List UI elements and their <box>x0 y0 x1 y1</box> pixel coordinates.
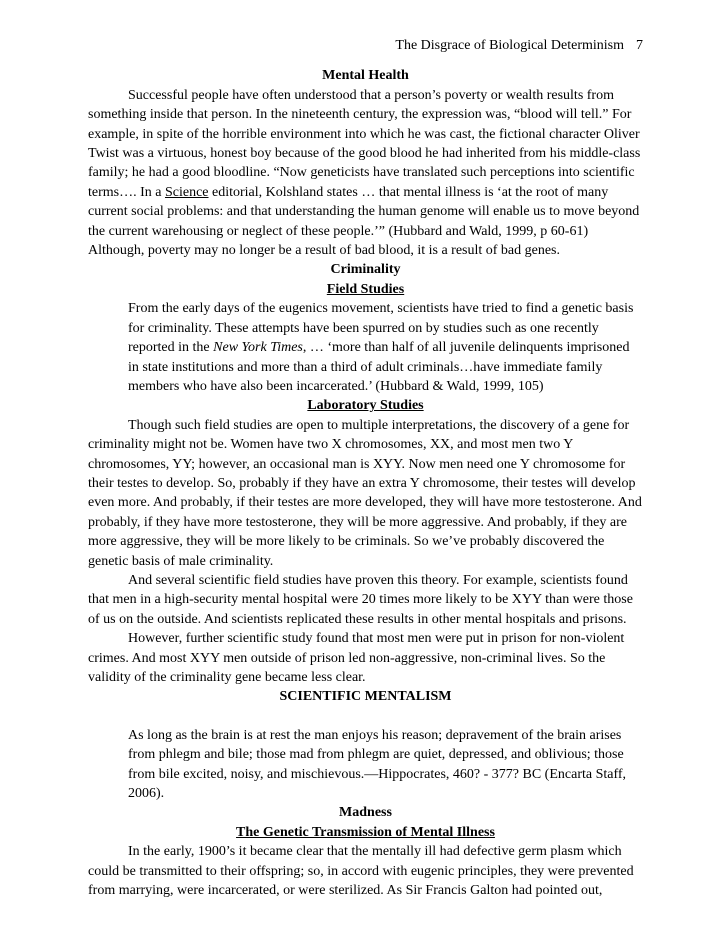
paragraph-text: editorial, Kolshland states … that mental illness is ‘at the root of many current social problems: and that understanding the human genome will enable us to move beyond the current warehousing or neglect of these people.’” (Hubbard and Wald, 1999, p 60-61) Although, poverty may no longer be a result of bad blood, it is a result of bad genes. <box>88 184 640 259</box>
heading-text: The Genetic Transmission of Mental Illness <box>236 824 495 840</box>
paragraph-laboratory-studies: Though such field studies are open to multiple interpretations, the discovery of a gene for criminality might not be. Women have two X chromosomes, XX, and most men two Y chromosomes, YY; however, an occasional man is XYY. Now men need one Y chromosome for their testes to develop. So, probably if they have an extra Y chromosome, their testes will develop even more. And probably, if their testes are more developed, they will have more testosterone. And probably, if they have more testosterone, they will be more aggressive. And probably, if they are more aggressive, they will be more likely to be criminals. So we’ve probably discovered the genetic basis of male criminality. <box>88 417 642 569</box>
heading-text: Field Studies <box>326 281 405 297</box>
heading-scientific-mentalism: SCIENTIFIC MENTALISM <box>279 689 452 705</box>
paragraph-genetic-transmission: In the early, 1900’s it became clear that the mentally ill had defective germ plasm which could be transmitted to their offspring; so, in accord with eugenic principles, they were prevented from marrying, were incarcerated, or were sterilized. As Sir Francis Galton had pointed out, <box>88 844 634 899</box>
quote-text: , … ‘more than half of all juvenile delinquents imprisoned in state institutions and more than a third of adult criminals…have immediate family members who have also been incarcerated.’ (Hubbard & Wald, 1999, 105) <box>128 340 630 394</box>
heading-criminality: Criminality <box>330 262 401 278</box>
spacer <box>88 707 643 726</box>
running-head <box>88 36 643 55</box>
paragraph-field-study-results: And several scientific field studies have proven this theory. For example, scientists found that men in a high-security mental hospital were 20 times more likely to be XYY than were those of us on the outside. And scientists replicated these results in other mental hospitals and prisons. <box>88 572 633 627</box>
paragraph-further-study: However, further scientific study found that most men were put in prison for non-violent crimes. And most XYY men outside of prison led non-aggressive, non-criminal lives. So the validity of the criminality gene became less clear. <box>88 631 625 685</box>
heading-laboratory-studies <box>88 396 643 415</box>
science-journal-title: Science <box>164 184 209 200</box>
running-title: The Disgrace of Biological Determinism <box>395 38 624 53</box>
quote-text: From the early days of the eugenics movement, scientists have tried to find a genetic basis for criminality. These attempts have been spurred on by studies such as one recently reported in the <box>128 301 634 356</box>
heading-genetic-transmission <box>88 823 643 842</box>
document-page <box>88 36 643 900</box>
heading-madness: Madness <box>339 805 392 821</box>
newspaper-title: New York Times <box>213 340 303 356</box>
heading-mental-health: Mental Health <box>322 68 409 84</box>
heading-field-studies <box>88 280 643 299</box>
block-quote-field-studies <box>128 299 643 396</box>
paragraph-mental-health <box>88 86 643 261</box>
page-number: 7 <box>636 38 643 53</box>
heading-text: Laboratory Studies <box>307 398 424 414</box>
paragraph-text: Successful people have often understood that a person’s poverty or wealth results from something inside that person. In the nineteenth century, the expression was, “blood will tell.” For example, in spite of the horrible environment into which he was cast, the fictional character Oliver Twist was a virtuous, honest boy because of the good blood he had inherited from his middle-class family; he had a good bloodline. “Now geneticists have translated such perceptions into scientific terms…. In a <box>88 87 641 200</box>
epigraph-hippocrates: As long as the brain is at rest the man enjoys his reason; depravement of the brain arises from phlegm and bile; those mad from phlegm are quiet, depressed, and oblivious; those from bile excited, noisy, and mischievous.—Hippocrates, 460? - 377? BC (Encarta Staff, 2006). <box>128 727 627 802</box>
